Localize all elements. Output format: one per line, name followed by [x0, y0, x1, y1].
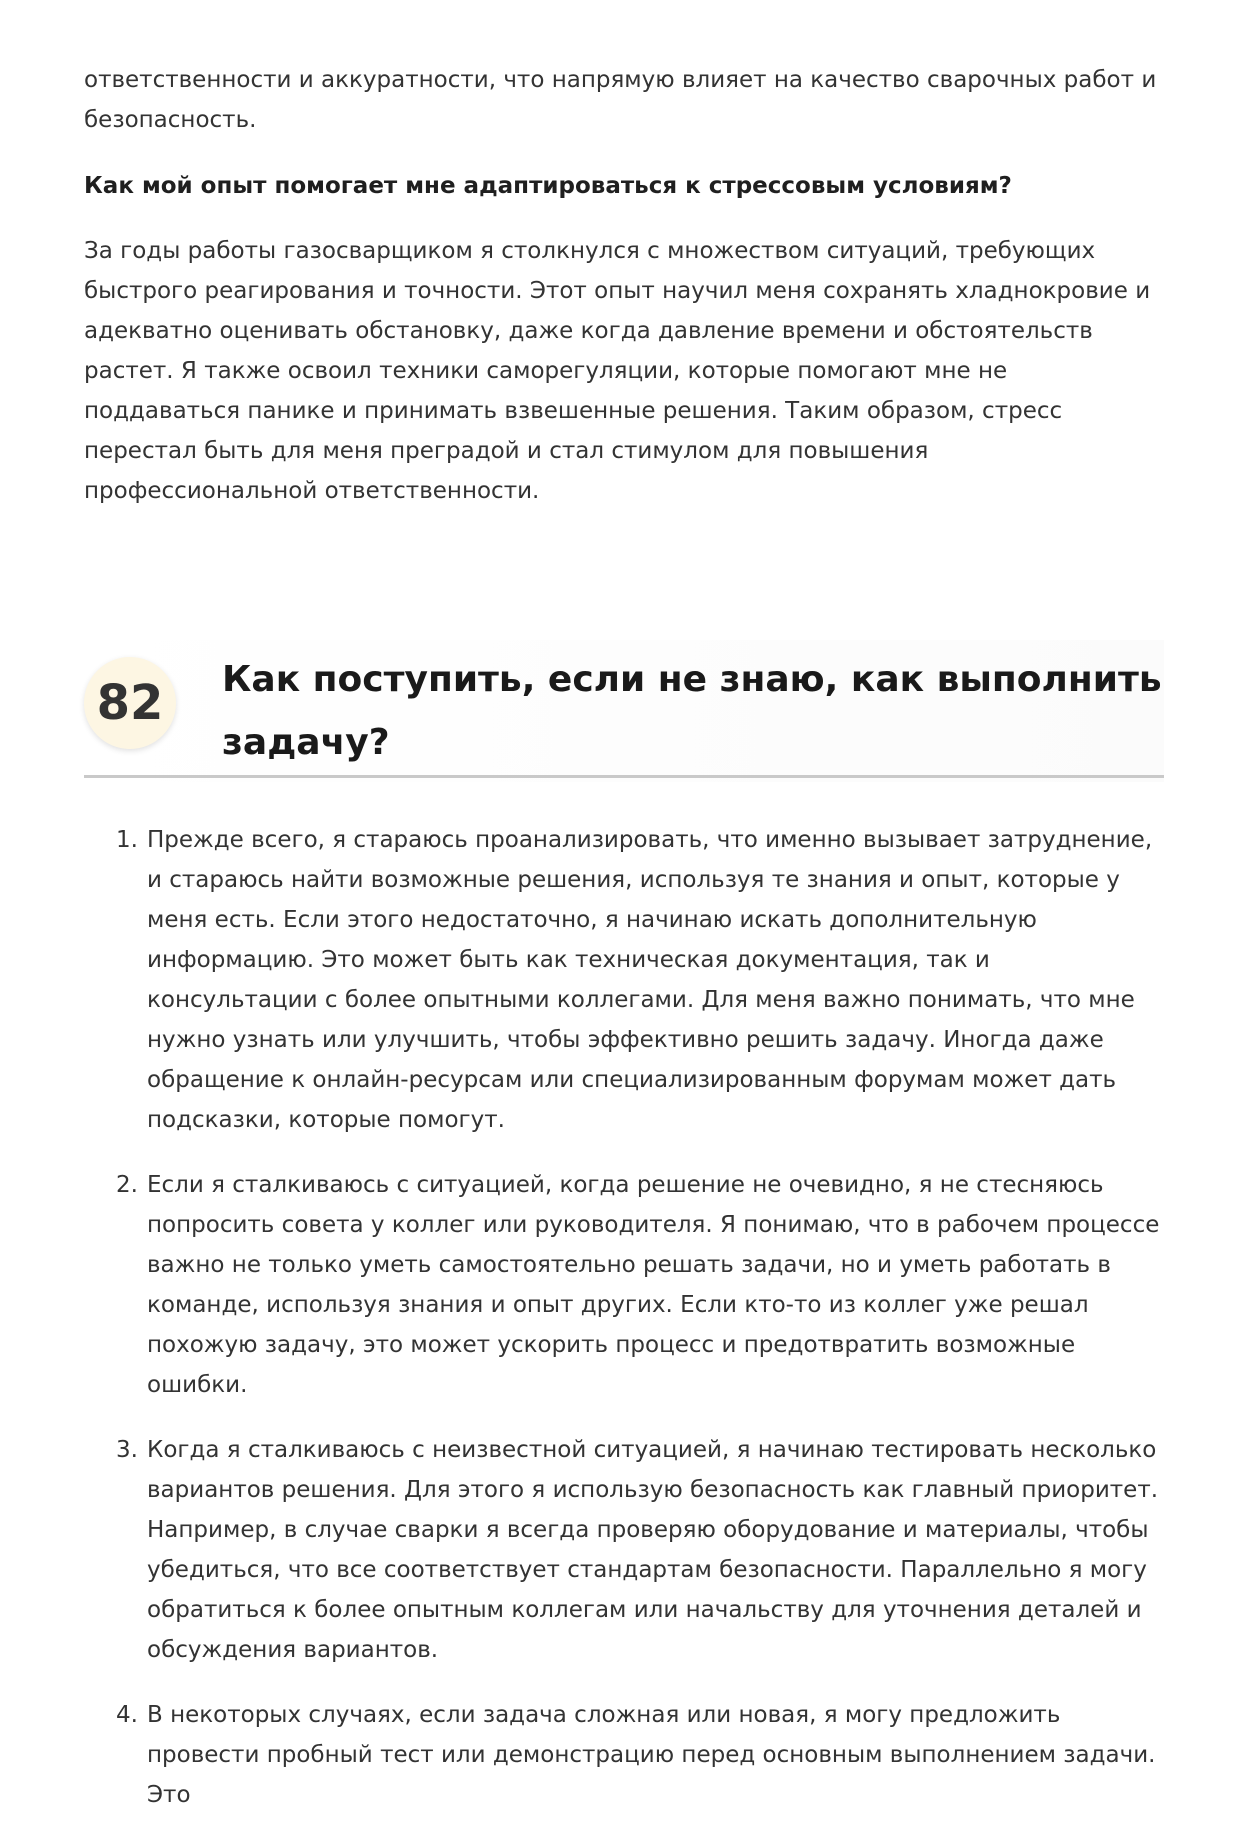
answer-item — [84, 1430, 1164, 1670]
sub-question-heading: Как мой опыт помогает мне адаптироваться к стрессовым условиям? — [84, 173, 1012, 199]
question-title: Как поступить, если не знаю, как выполнить задачу? — [222, 659, 1162, 763]
answer-text: Если я сталкиваюсь с ситуацией, когда решение не очевидно, я не стесняюсь попросить совета у коллег или руководителя. Я понимаю, что в рабочем процессе важно не только уметь самостоятельно решать задачи, но и уметь работать в команде, используя знания и опыт других. Если кто-то из коллег уже решал похожую задачу, это может ускорить процесс и предотвратить возможные ошибки. — [147, 1172, 1160, 1398]
answer-item — [84, 1165, 1164, 1405]
answer-text: В некоторых случаях, если задача сложная или новая, я могу предложить провести пробный тест или демонстрацию перед основным выполнением задачи. Это — [147, 1702, 1156, 1808]
answer-text: Прежде всего, я стараюсь проанализировать, что именно вызывает затруднение, и стараюсь найти возможные решения, используя те знания и опыт, которые у меня есть. Если этого недостаточно, я начинаю искать дополнительную информацию. Это может быть как техническая документация, так и консультации с более опытными коллегами. Для меня важно понимать, что мне нужно узнать или улучшить, чтобы эффективно решить задачу. Иногда даже обращение к онлайн-ресурсам или специализированным форумам может дать подсказки, которые помогут. — [147, 827, 1153, 1133]
sub-question-answer: За годы работы газосварщиком я столкнулся с множеством ситуаций, требующих быстрого реагирования и точности. Этот опыт научил меня сохранять хладнокровие и адекватно оценивать обстановку, даже когда давление времени и обстоятельств растет. Я также освоил техники саморегуляции, которые помогают мне не поддаваться панике и принимать взвешенные решения. Таким образом, стресс перестал быть для меня преградой и стал стимулом для повышения профессиональной ответственности. — [84, 238, 1151, 504]
answer-list — [84, 820, 1164, 1840]
answer-number: 2. — [116, 1172, 138, 1198]
answer-item — [84, 820, 1164, 1140]
answer-item — [84, 1695, 1164, 1815]
continued-paragraph: ответственности и аккуратности, что напрямую влияет на качество сварочных работ и безопасность. — [84, 67, 1157, 133]
answer-number: 4. — [116, 1702, 138, 1728]
answer-text: Когда я сталкиваюсь с неизвестной ситуацией, я начинаю тестировать несколько вариантов решения. Для этого я использую безопасность как главный приоритет. Например, в случае сварки я всегда проверяю оборудование и материалы, чтобы убедиться, что все соответствует стандартам безопасности. Параллельно я могу обратиться к более опытным коллегам или начальству для уточнения деталей и обсуждения вариантов. — [147, 1437, 1159, 1663]
answer-number: 3. — [116, 1437, 138, 1463]
question-number-badge: 82 — [84, 657, 176, 749]
answer-number: 1. — [116, 827, 138, 853]
section-divider — [84, 775, 1164, 778]
